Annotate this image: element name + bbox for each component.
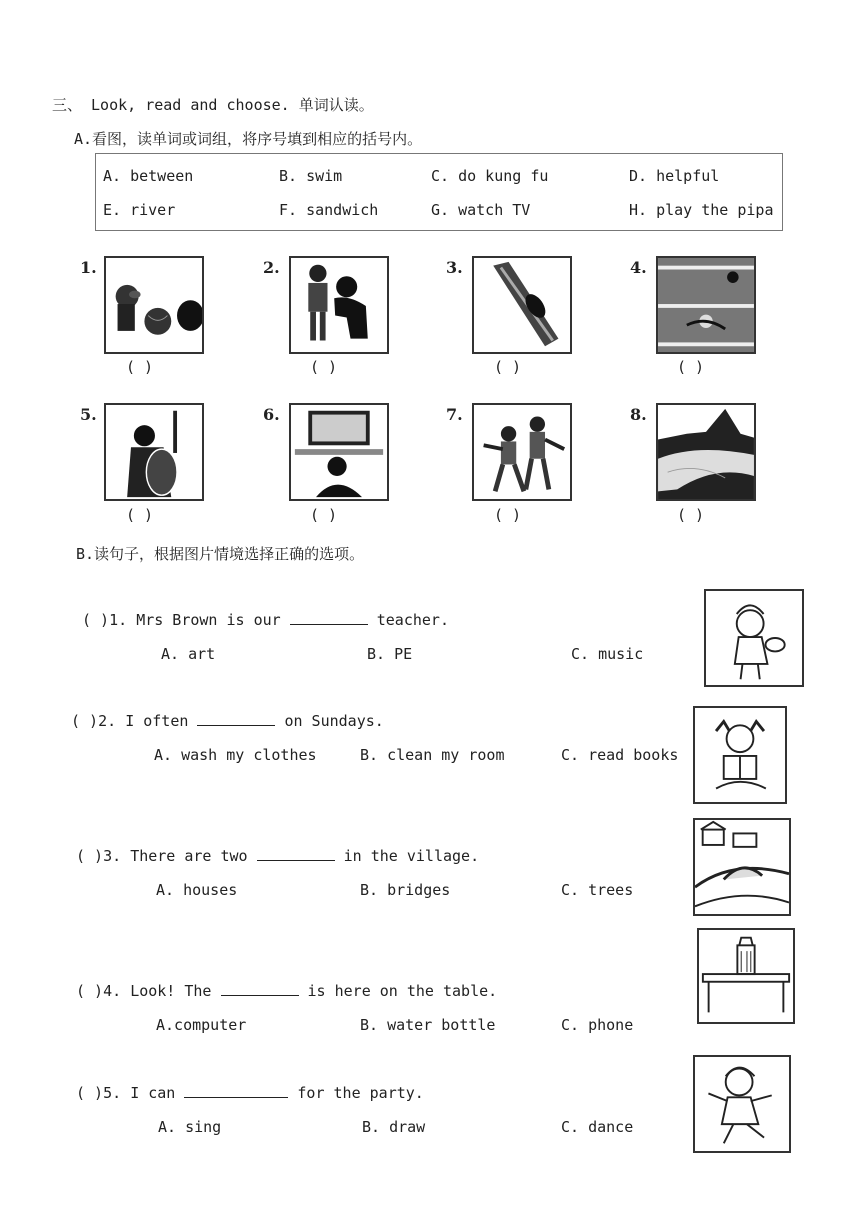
word-option-f: F. sandwich <box>279 201 379 219</box>
question-1 <box>82 611 449 629</box>
option-b: B. clean my room <box>360 746 505 764</box>
question-number: 4. <box>103 982 122 1000</box>
river-landscape-icon <box>656 403 756 501</box>
answer-paren[interactable]: ( ) <box>76 982 104 1000</box>
question-4 <box>76 982 497 1000</box>
option-b: B. water bottle <box>360 1016 496 1034</box>
answer-blank <box>290 611 368 625</box>
option-b: B. PE <box>367 645 413 663</box>
picture-number: 1. <box>80 258 97 277</box>
dancing-girl-icon <box>693 1055 791 1153</box>
question-text: Look! The <box>130 982 212 1000</box>
picture-number: 2. <box>263 258 280 277</box>
question-5 <box>76 1084 424 1102</box>
swimming-pool-icon <box>656 256 756 354</box>
word-option-c: C. do kung fu <box>431 167 549 185</box>
option-a: A. art <box>161 645 216 663</box>
watching-tv-icon <box>289 403 389 501</box>
option-c: C. read books <box>561 746 679 764</box>
answer-bracket[interactable]: ( ) <box>310 506 338 524</box>
section-heading: 三、 Look, read and choose. 单词认读。 <box>52 96 374 114</box>
question-text: for the party. <box>297 1084 424 1102</box>
answer-blank <box>257 847 335 861</box>
picture-number: 8. <box>630 405 647 424</box>
part-a-instruction: A.看图，读单词或词组，将序号填到相应的括号内。 <box>74 130 423 148</box>
question-text: There are two <box>130 847 248 865</box>
part-b-instruction: B.读句子，根据图片情境选择正确的选项。 <box>76 545 365 563</box>
word-option-b: B. swim <box>279 167 343 185</box>
word-option-a: A. between <box>103 167 194 185</box>
answer-bracket[interactable]: ( ) <box>310 358 338 376</box>
word-option-h: H. play the pipa <box>629 201 774 219</box>
picture-number: 3. <box>446 258 463 277</box>
option-b: B. bridges <box>360 881 451 899</box>
question-3 <box>76 847 479 865</box>
question-number: 3. <box>103 847 122 865</box>
village-bridge-icon <box>693 818 791 916</box>
question-text: is here on the table. <box>307 982 498 1000</box>
answer-blank <box>197 712 275 726</box>
answer-bracket[interactable]: ( ) <box>126 506 154 524</box>
word-option-e: E. river <box>103 201 176 219</box>
option-c: C. music <box>571 645 644 663</box>
bottle-on-table-icon <box>697 928 795 1024</box>
word-option-d: D. helpful <box>629 167 720 185</box>
option-c: C. phone <box>561 1016 634 1034</box>
sandwich-icon <box>472 256 572 354</box>
question-text: teacher. <box>376 611 449 629</box>
answer-blank <box>221 982 299 996</box>
option-c: C. dance <box>561 1118 634 1136</box>
answer-bracket[interactable]: ( ) <box>126 358 154 376</box>
picture-number: 5. <box>80 405 97 424</box>
question-number: 5. <box>103 1084 122 1102</box>
question-text: I often <box>125 712 189 730</box>
word-option-g: G. watch TV <box>431 201 531 219</box>
dog-between-balls-icon <box>104 256 204 354</box>
option-a: A. houses <box>156 881 238 899</box>
picture-number: 6. <box>263 405 280 424</box>
question-text: Mrs Brown is our <box>136 611 281 629</box>
answer-paren[interactable]: ( ) <box>76 1084 104 1102</box>
answer-bracket[interactable]: ( ) <box>494 506 522 524</box>
question-2 <box>71 712 384 730</box>
option-a: A. wash my clothes <box>154 746 317 764</box>
answer-blank <box>184 1084 288 1098</box>
question-text: in the village. <box>343 847 480 865</box>
question-number: 2. <box>98 712 117 730</box>
question-text: I can <box>130 1084 176 1102</box>
option-c: C. trees <box>561 881 634 899</box>
option-a: A. sing <box>158 1118 222 1136</box>
question-number: 1. <box>109 611 128 629</box>
helpful-boys-icon <box>289 256 389 354</box>
word-bank <box>95 153 783 231</box>
girl-reading-icon <box>693 706 787 804</box>
pipa-player-icon <box>104 403 204 501</box>
answer-bracket[interactable]: ( ) <box>494 358 522 376</box>
answer-bracket[interactable]: ( ) <box>677 358 705 376</box>
answer-paren[interactable]: ( ) <box>71 712 99 730</box>
girl-with-palette-icon <box>704 589 804 687</box>
option-a: A.computer <box>156 1016 247 1034</box>
answer-bracket[interactable]: ( ) <box>677 506 705 524</box>
answer-paren[interactable]: ( ) <box>76 847 104 865</box>
picture-number: 4. <box>630 258 647 277</box>
picture-number: 7. <box>446 405 463 424</box>
question-text: on Sundays. <box>284 712 384 730</box>
kung-fu-boys-icon <box>472 403 572 501</box>
answer-paren[interactable]: ( ) <box>82 611 110 629</box>
option-b: B. draw <box>362 1118 426 1136</box>
